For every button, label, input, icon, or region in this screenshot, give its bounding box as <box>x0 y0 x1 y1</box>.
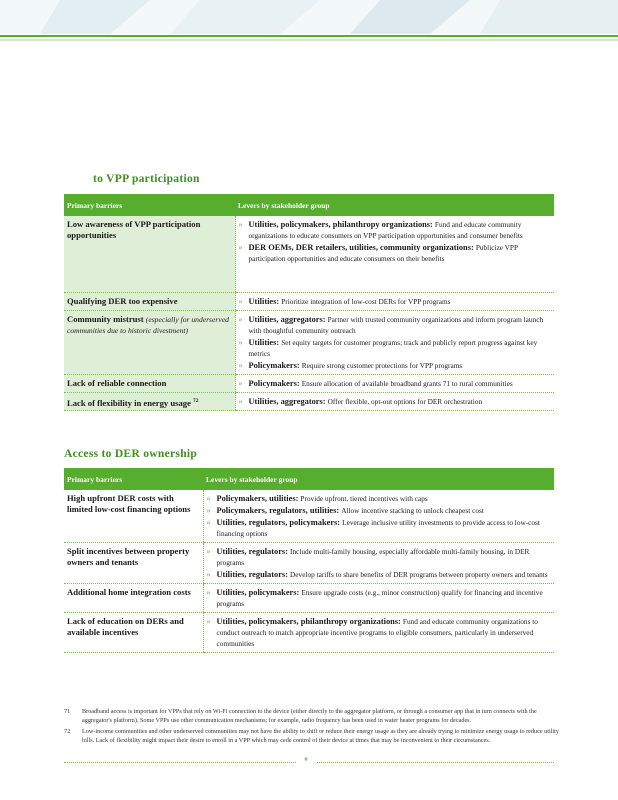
barrier-note: (especially for underserved communities due to historic divestment) <box>67 314 229 335</box>
lever-stakeholders: Utilities, regulators: <box>216 570 288 579</box>
participation-barriers-table <box>64 194 554 411</box>
lever-action: Fund and educate community organizations to educate consumers on VPP participation opportunities and consumer benefits <box>248 220 523 240</box>
barrier-cell <box>64 613 203 653</box>
lever-action: Develop tariffs to share benefits of DER programs between property owners and tenants <box>290 570 548 579</box>
lever-stakeholders: Utilities, policymakers, philanthropy organizations: <box>216 617 401 626</box>
barrier-label: Additional home integration costs <box>67 587 191 597</box>
lever-stakeholders: Utilities, regulators, policymakers: <box>216 518 341 527</box>
barrier-label: Lack of flexibility in energy usage <box>67 397 191 408</box>
table-row <box>64 543 554 584</box>
barrier-cell <box>64 216 235 292</box>
table-row <box>64 584 554 613</box>
levers-cell <box>235 216 554 292</box>
lever-item <box>207 546 552 568</box>
barrier-cell <box>64 490 203 543</box>
section-title-participation: to VPP participation <box>93 173 200 185</box>
table-header-row <box>64 468 554 490</box>
lever-action: Prioritize integration of low-cost DERs for VPP programs <box>281 296 451 306</box>
lever-stakeholders: Utilities, aggregators: <box>248 396 326 406</box>
lever-stakeholders: Utilities, policymakers, philanthropy organizations: <box>248 220 433 229</box>
footnote-number: 72 <box>64 728 71 735</box>
table-row <box>64 216 554 292</box>
barrier-label: Lack of reliable connection <box>67 377 167 388</box>
barrier-cell <box>64 543 203 584</box>
header-primary-barriers: Primary barriers <box>64 194 235 216</box>
barrier-cell <box>64 292 235 310</box>
header-levers: Levers by stakeholder group <box>235 194 554 216</box>
barrier-label: Split incentives between property owners and tenants <box>67 546 190 567</box>
barrier-cell <box>64 584 203 613</box>
lever-action: Publicize VPP participation opportunities and educate consumers on their benefits <box>248 243 518 263</box>
lever-action: Provide upfront, tiered incentives with caps <box>300 494 428 503</box>
table-row <box>64 374 554 392</box>
table-row <box>64 392 554 411</box>
lever-item <box>207 505 552 516</box>
footnote-ref: 72 <box>193 397 199 404</box>
lever-stakeholders: Utilities, policymakers: <box>216 588 300 597</box>
table-row <box>64 613 554 653</box>
levers-cell <box>203 584 554 613</box>
header-levers: Levers by stakeholder group <box>203 468 554 490</box>
barrier-label: Lack of education on DERs and available incentives <box>67 616 184 637</box>
lever-item <box>207 587 552 609</box>
barrier-cell <box>64 392 235 411</box>
levers-cell <box>235 292 554 310</box>
footnote-text: Low-income communities and other underserved communities may not have the ability to shift or reduce their energy usage as they are already trying to minimize energy usage to reduce utility bills. Lack of flexibility might impact their desire to enroll in a VPP which may cede control of their device at times that may be inconvenient to their circumstances. <box>82 728 559 744</box>
lever-action: Include multi-family housing, especially affordable multi-family housing, in DER programs <box>216 547 530 567</box>
header-primary-barriers: Primary barriers <box>64 468 203 490</box>
lever-stakeholders: Policymakers, utilities: <box>216 494 299 503</box>
table-row <box>64 310 554 374</box>
barrier-label: Low awareness of VPP participation opportunities <box>67 219 201 240</box>
lever-action: Allow incentive stacking to unlock cheapest cost <box>341 506 484 515</box>
lever-stakeholders: Utilities, aggregators: <box>248 314 326 324</box>
levers-cell <box>235 392 554 411</box>
lever-item <box>239 296 552 307</box>
footnote-number: 71 <box>64 708 71 715</box>
header-banner <box>0 0 618 42</box>
lever-action: Leverage inclusive utility investments to provide access to low-cost financing options <box>216 518 540 538</box>
barrier-cell <box>64 310 235 374</box>
lever-item <box>239 378 552 389</box>
lever-item <box>207 517 552 539</box>
table-row <box>64 490 554 543</box>
lever-stakeholders: Policymakers: <box>248 360 300 370</box>
lever-item <box>239 242 552 264</box>
lever-action: Offer flexible, opt-out options for DER orchestration <box>327 396 483 406</box>
barrier-cell <box>64 374 235 392</box>
lever-item <box>239 219 552 241</box>
footnote-text: Broadband access is important for VPPs that rely on Wi-Fi connection to the device (either directly to the aggregator platform, or through a consumer app that in turn connects with the aggregator's platform). Some VPPs use other communication mechanisms; for example, radio frequency has been used in water heater programs for decades. <box>82 708 537 724</box>
lever-item <box>239 360 552 371</box>
lever-item <box>207 616 552 649</box>
levers-cell <box>203 543 554 584</box>
footnote <box>64 727 564 745</box>
lever-stakeholders: Policymakers: <box>248 378 300 388</box>
lever-action: Set equity targets for customer programs; track and publicly report progress against key metrics <box>248 337 538 358</box>
barrier-label: Qualifying DER too expensive <box>67 295 178 306</box>
lever-stakeholders: Policymakers, regulators, utilities: <box>216 506 340 515</box>
section-title-der-ownership: Access to DER ownership <box>64 448 198 460</box>
lever-item <box>239 314 552 336</box>
barrier-label: High upfront DER costs with limited low-cost financing options <box>67 493 191 514</box>
lever-stakeholders: Utilities, regulators: <box>216 547 288 556</box>
lever-action: Ensure allocation of available broadband grants 71 to rural communities <box>301 378 513 388</box>
levers-cell <box>203 613 554 653</box>
levers-cell <box>235 374 554 392</box>
table-row <box>64 292 554 310</box>
lever-item <box>207 493 552 504</box>
der-ownership-barriers-table <box>64 468 554 653</box>
lever-action: Ensure upgrade costs (e.g., minor construction) qualify for financing and incentive programs <box>216 588 543 608</box>
levers-cell <box>203 490 554 543</box>
lever-action: Fund and educate community organizations to conduct outreach to match appropriate incentive programs to eligible consumers, particularly in underserved communities <box>216 617 538 648</box>
lever-item <box>207 569 552 580</box>
page-number: # <box>296 756 316 763</box>
levers-cell <box>235 310 554 374</box>
footnotes <box>64 707 564 747</box>
lever-stakeholders: Utilities: <box>248 296 280 306</box>
lever-stakeholders: Utilities: <box>248 337 280 347</box>
barrier-label: Community mistrust <box>67 313 144 324</box>
lever-stakeholders: DER OEMs, DER retailers, utilities, community organizations: <box>248 243 474 252</box>
lever-item <box>239 396 552 407</box>
table-header-row <box>64 194 554 216</box>
lever-item <box>239 337 552 359</box>
lever-action: Partner with trusted community organizations and inform program launch with thoughtful community outreach <box>248 314 544 335</box>
lever-action: Require strong customer protections for VPP programs <box>301 360 463 370</box>
footnote <box>64 707 564 725</box>
